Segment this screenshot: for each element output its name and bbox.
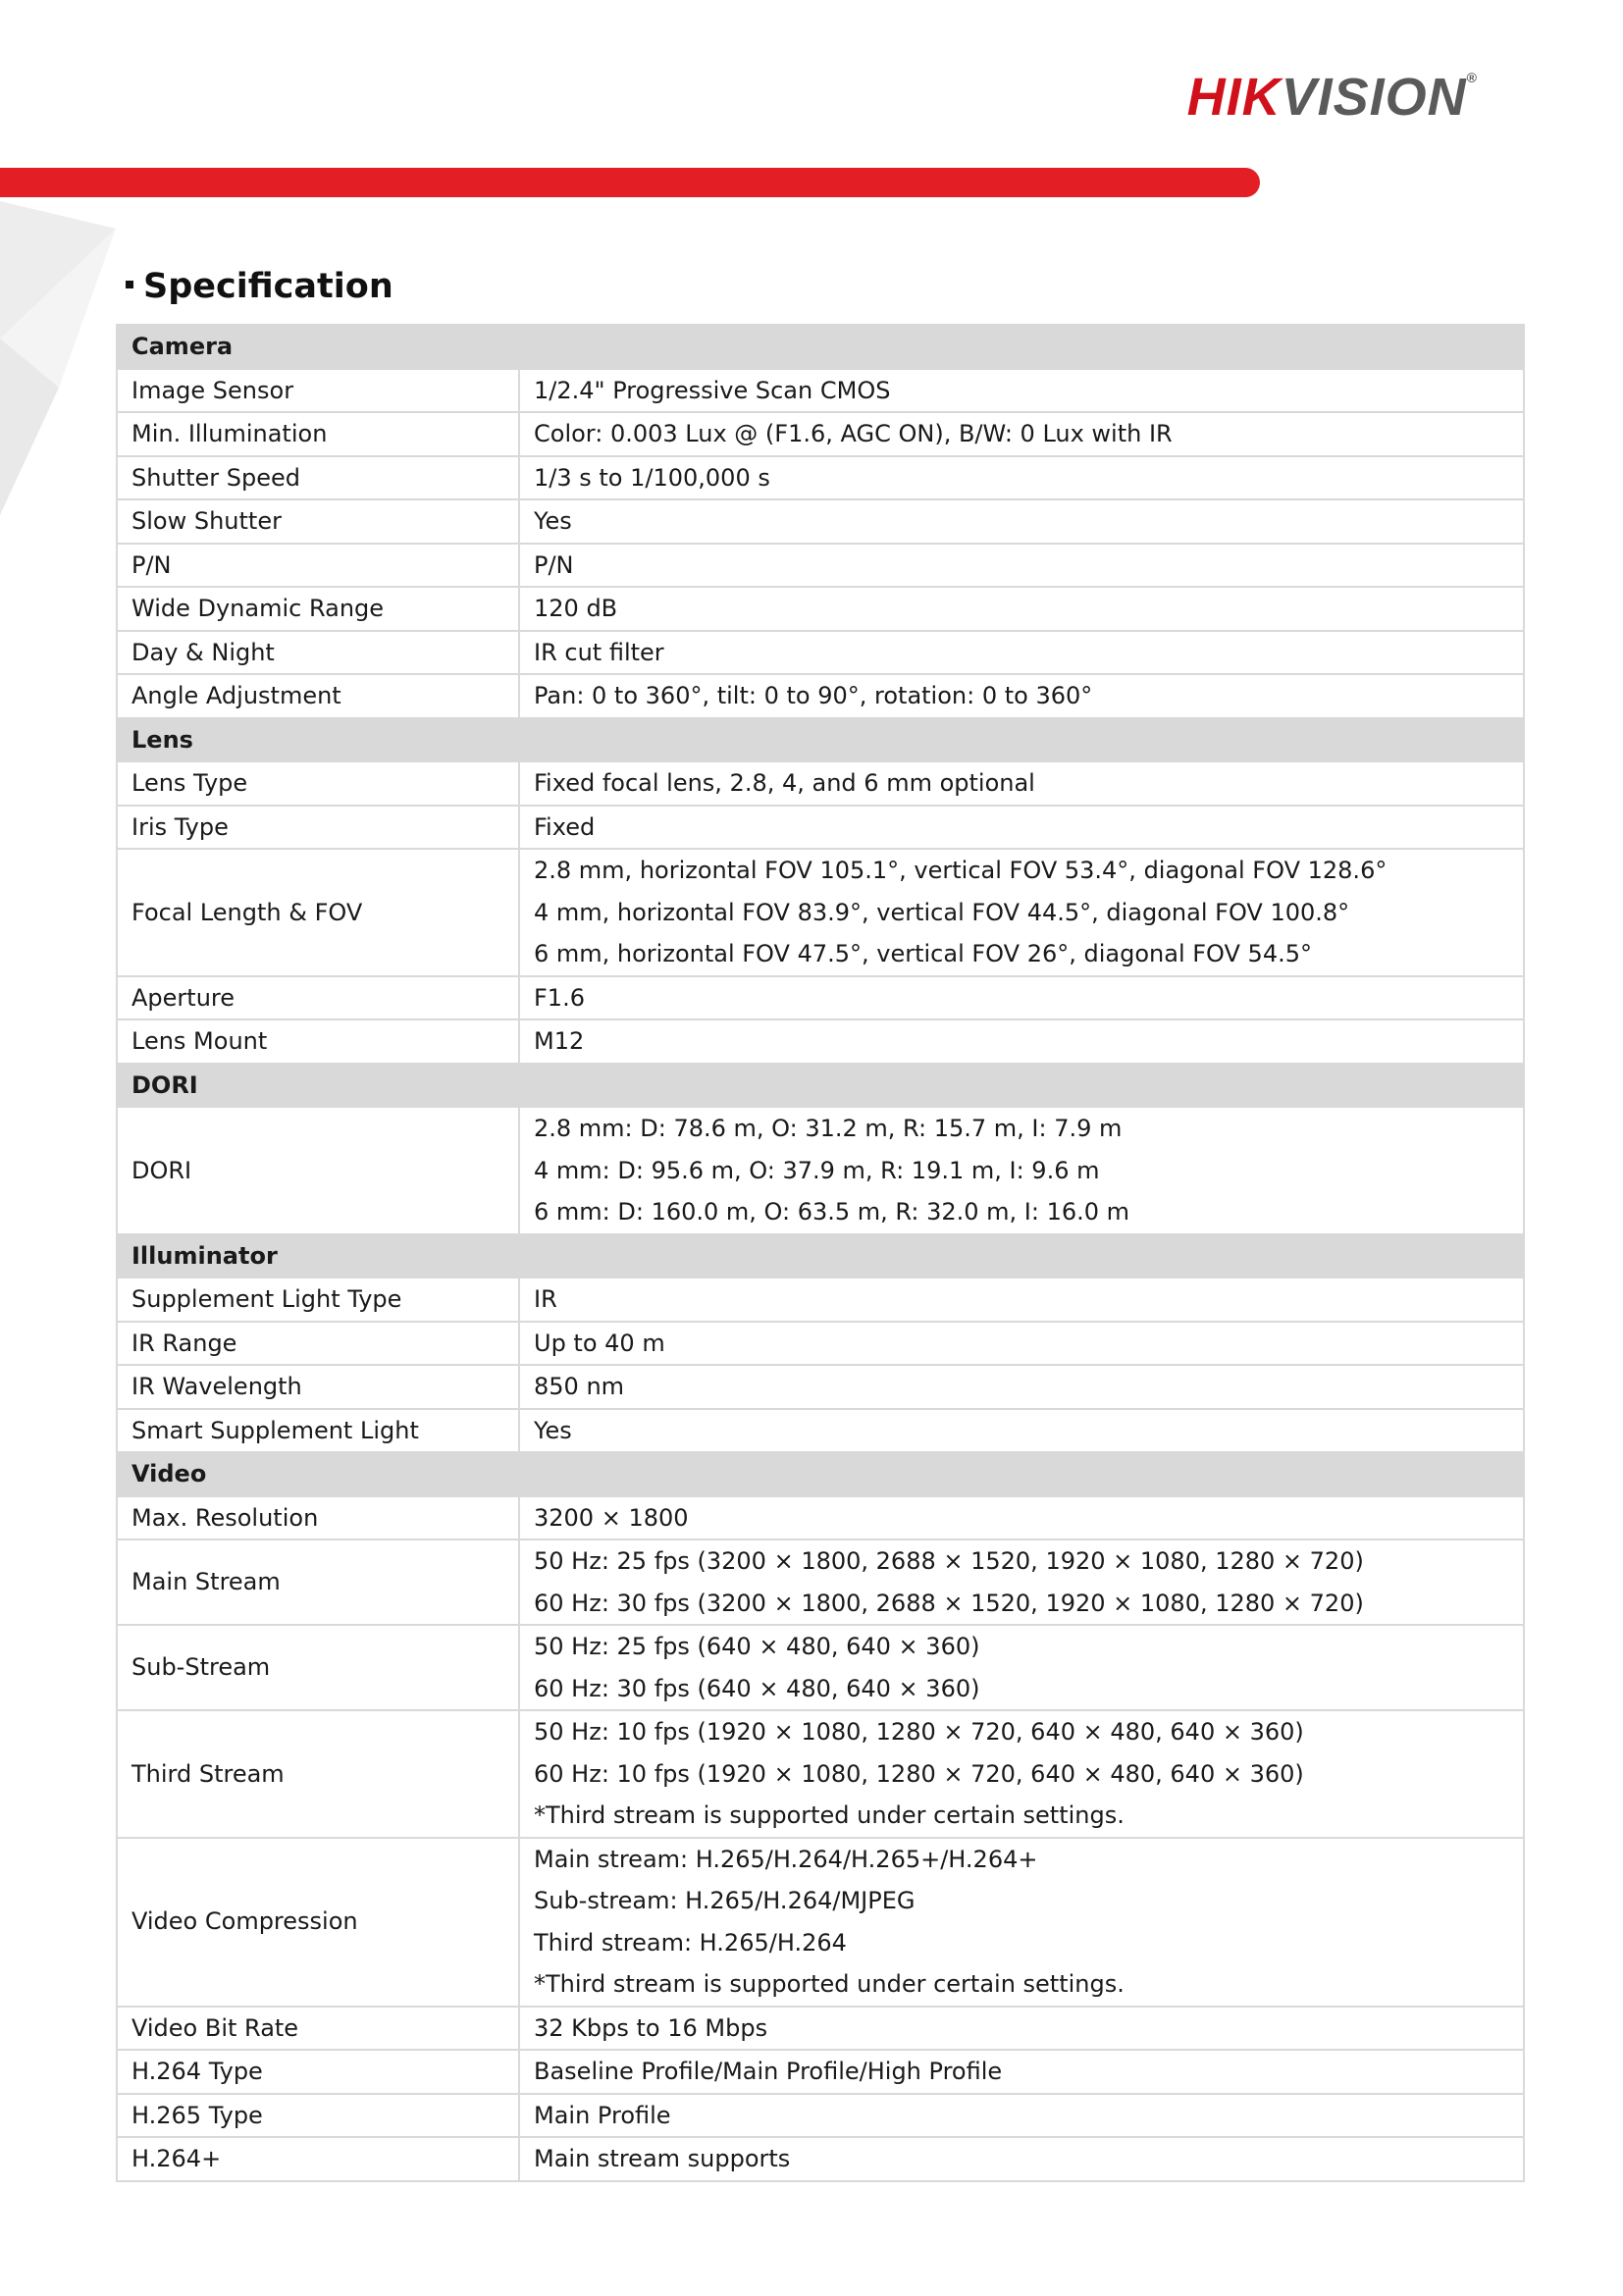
spec-value-line: Pan: 0 to 360°, tilt: 0 to 90°, rotation: 0 to 360° xyxy=(534,682,1093,709)
spec-value-line: Yes xyxy=(534,1416,572,1444)
spec-value xyxy=(519,369,1524,413)
spec-value-line: 850 nm xyxy=(534,1373,625,1400)
spec-value xyxy=(519,456,1524,500)
spec-value-line: Fixed focal lens, 2.8, 4, and 6 mm optional xyxy=(534,769,1035,797)
spec-value xyxy=(519,1710,1524,1838)
spec-value-line: M12 xyxy=(534,1027,585,1055)
spec-label: Lens Mount xyxy=(117,1019,519,1064)
spec-value xyxy=(519,674,1524,718)
section-header-row xyxy=(117,325,1524,369)
spec-label: P/N xyxy=(117,544,519,588)
spec-label: Day & Night xyxy=(117,631,519,675)
spec-row xyxy=(117,761,1524,806)
spec-value-line: Fixed xyxy=(534,812,596,841)
spec-value-line: 50 Hz: 10 fps (1920 × 1080, 1280 × 720, 640 × 480, 640 × 360) xyxy=(534,1718,1304,1746)
section-header-row xyxy=(117,1234,1524,1278)
brand-logo xyxy=(1186,68,1478,127)
brand-registered-mark: ® xyxy=(1466,70,1478,85)
brand-logo-part1: HIK xyxy=(1186,68,1282,127)
spec-value xyxy=(519,1539,1524,1625)
spec-row xyxy=(117,412,1524,456)
spec-label: Image Sensor xyxy=(117,369,519,413)
spec-label: Wide Dynamic Range xyxy=(117,587,519,631)
spec-value-line: 2.8 mm: D: 78.6 m, O: 31.2 m, R: 15.7 m, I: 7.9 m xyxy=(534,1115,1123,1142)
spec-value xyxy=(519,499,1524,544)
spec-value-line: F1.6 xyxy=(534,983,585,1012)
spec-value-line: Main stream: H.265/H.264/H.265+/H.264+ xyxy=(534,1845,1038,1873)
spec-label: Iris Type xyxy=(117,806,519,850)
spec-value xyxy=(519,1019,1524,1064)
section-header-row xyxy=(117,1452,1524,1496)
section-title: Illuminator xyxy=(117,1234,1524,1278)
spec-value-line: *Third stream is supported under certain settings. xyxy=(534,1970,1125,1998)
spec-value xyxy=(519,1625,1524,1710)
section-header-row xyxy=(117,1064,1524,1108)
spec-value xyxy=(519,806,1524,850)
spec-value-line: 6 mm, horizontal FOV 47.5°, vertical FOV 26°, diagonal FOV 54.5° xyxy=(534,940,1312,967)
section-title: Lens xyxy=(117,718,1524,762)
section-title: DORI xyxy=(117,1064,1524,1108)
spec-value-line: 4 mm: D: 95.6 m, O: 37.9 m, R: 19.1 m, I: 9.6 m xyxy=(534,1156,1100,1184)
spec-row xyxy=(117,674,1524,718)
spec-value xyxy=(519,1496,1524,1540)
spec-row xyxy=(117,1365,1524,1409)
spec-value-line: Main stream supports xyxy=(534,2145,791,2172)
spec-label: Lens Type xyxy=(117,761,519,806)
spec-row xyxy=(117,631,1524,675)
specification-table-body xyxy=(117,325,1524,2181)
spec-value-line: *Third stream is supported under certain settings. xyxy=(534,1801,1125,1829)
spec-value-line: 4 mm, horizontal FOV 83.9°, vertical FOV 44.5°, diagonal FOV 100.8° xyxy=(534,898,1350,926)
spec-label: Sub-Stream xyxy=(117,1625,519,1710)
spec-label: Supplement Light Type xyxy=(117,1278,519,1322)
header-red-bar xyxy=(0,168,1260,197)
spec-label: Smart Supplement Light xyxy=(117,1409,519,1453)
page-title-text: Specification xyxy=(143,267,393,306)
spec-value xyxy=(519,412,1524,456)
brand-logo-part2: VISION xyxy=(1281,68,1467,127)
spec-value xyxy=(519,631,1524,675)
spec-value xyxy=(519,544,1524,588)
spec-row xyxy=(117,849,1524,976)
spec-value-line: 32 Kbps to 16 Mbps xyxy=(534,2013,768,2042)
spec-value xyxy=(519,2007,1524,2051)
spec-row xyxy=(117,1496,1524,1540)
spec-value-line: 6 mm: D: 160.0 m, O: 63.5 m, R: 32.0 m, I: 16.0 m xyxy=(534,1198,1130,1226)
spec-row xyxy=(117,1278,1524,1322)
spec-row xyxy=(117,976,1524,1020)
spec-value-line: 1/3 s to 1/100,000 s xyxy=(534,463,770,492)
spec-label: H.265 Type xyxy=(117,2094,519,2138)
spec-row xyxy=(117,2137,1524,2181)
spec-value xyxy=(519,761,1524,806)
spec-value-line: Sub-stream: H.265/H.264/MJPEG xyxy=(534,1887,916,1914)
spec-value-line: Main Profile xyxy=(534,2101,671,2129)
spec-label: Focal Length & FOV xyxy=(117,849,519,976)
section-header-row xyxy=(117,718,1524,762)
spec-value xyxy=(519,976,1524,1020)
spec-value xyxy=(519,1838,1524,2007)
section-title: Camera xyxy=(117,325,1524,369)
spec-label: Aperture xyxy=(117,976,519,1020)
spec-row xyxy=(117,1107,1524,1234)
spec-label: Shutter Speed xyxy=(117,456,519,500)
section-title: Video xyxy=(117,1452,1524,1496)
spec-row xyxy=(117,587,1524,631)
spec-row xyxy=(117,1409,1524,1453)
spec-value-line: 1/2.4" Progressive Scan CMOS xyxy=(534,376,891,404)
spec-label: Video Bit Rate xyxy=(117,2007,519,2051)
spec-label: IR Wavelength xyxy=(117,1365,519,1409)
spec-label: Min. Illumination xyxy=(117,412,519,456)
spec-label: Third Stream xyxy=(117,1710,519,1838)
spec-label: IR Range xyxy=(117,1322,519,1366)
spec-label: Slow Shutter xyxy=(117,499,519,544)
spec-value-line: P/N xyxy=(534,550,574,579)
specification-table xyxy=(116,324,1525,2182)
spec-row xyxy=(117,1019,1524,1064)
spec-value-line: 50 Hz: 25 fps (640 × 480, 640 × 360) xyxy=(534,1633,980,1660)
spec-value xyxy=(519,1107,1524,1234)
spec-row xyxy=(117,544,1524,588)
spec-row xyxy=(117,369,1524,413)
spec-row xyxy=(117,2007,1524,2051)
page-title xyxy=(126,267,393,306)
decorative-triangles xyxy=(0,201,128,525)
spec-row xyxy=(117,1838,1524,2007)
bullet-square-icon xyxy=(126,281,133,288)
spec-label: Angle Adjustment xyxy=(117,674,519,718)
spec-row xyxy=(117,1710,1524,1838)
spec-row xyxy=(117,499,1524,544)
spec-value xyxy=(519,1409,1524,1453)
spec-value xyxy=(519,1365,1524,1409)
spec-value-line: Third stream: H.265/H.264 xyxy=(534,1928,847,1957)
spec-value xyxy=(519,849,1524,976)
spec-row xyxy=(117,1539,1524,1625)
spec-row xyxy=(117,2050,1524,2094)
spec-value-line: Yes xyxy=(534,507,572,535)
spec-value-line: Up to 40 m xyxy=(534,1329,665,1357)
spec-row xyxy=(117,456,1524,500)
spec-value-line: 50 Hz: 25 fps (3200 × 1800, 2688 × 1520, 1920 × 1080, 1280 × 720) xyxy=(534,1547,1364,1575)
spec-value xyxy=(519,2137,1524,2181)
spec-value-line: IR cut filter xyxy=(534,638,664,666)
spec-value xyxy=(519,1322,1524,1366)
spec-label: Max. Resolution xyxy=(117,1496,519,1540)
spec-value-line: 2.8 mm, horizontal FOV 105.1°, vertical FOV 53.4°, diagonal FOV 128.6° xyxy=(534,857,1387,884)
spec-row xyxy=(117,806,1524,850)
spec-value xyxy=(519,587,1524,631)
spec-label: H.264+ xyxy=(117,2137,519,2181)
spec-value-line: 60 Hz: 30 fps (3200 × 1800, 2688 × 1520, 1920 × 1080, 1280 × 720) xyxy=(534,1589,1364,1617)
spec-label: Main Stream xyxy=(117,1539,519,1625)
spec-value-line: Color: 0.003 Lux @ (F1.6, AGC ON), B/W: 0 Lux with IR xyxy=(534,420,1173,447)
spec-value xyxy=(519,2094,1524,2138)
spec-value xyxy=(519,2050,1524,2094)
spec-row xyxy=(117,1322,1524,1366)
spec-label: Video Compression xyxy=(117,1838,519,2007)
spec-row xyxy=(117,1625,1524,1710)
spec-value xyxy=(519,1278,1524,1322)
spec-label: H.264 Type xyxy=(117,2050,519,2094)
spec-value-line: 60 Hz: 30 fps (640 × 480, 640 × 360) xyxy=(534,1674,980,1702)
spec-value-line: 120 dB xyxy=(534,595,618,622)
spec-value-line: IR xyxy=(534,1285,557,1313)
spec-row xyxy=(117,2094,1524,2138)
spec-label: DORI xyxy=(117,1107,519,1234)
spec-value-line: 3200 × 1800 xyxy=(534,1503,689,1532)
spec-value-line: 60 Hz: 10 fps (1920 × 1080, 1280 × 720, 640 × 480, 640 × 360) xyxy=(534,1759,1304,1788)
spec-value-line: Baseline Profile/Main Profile/High Profile xyxy=(534,2058,1003,2085)
